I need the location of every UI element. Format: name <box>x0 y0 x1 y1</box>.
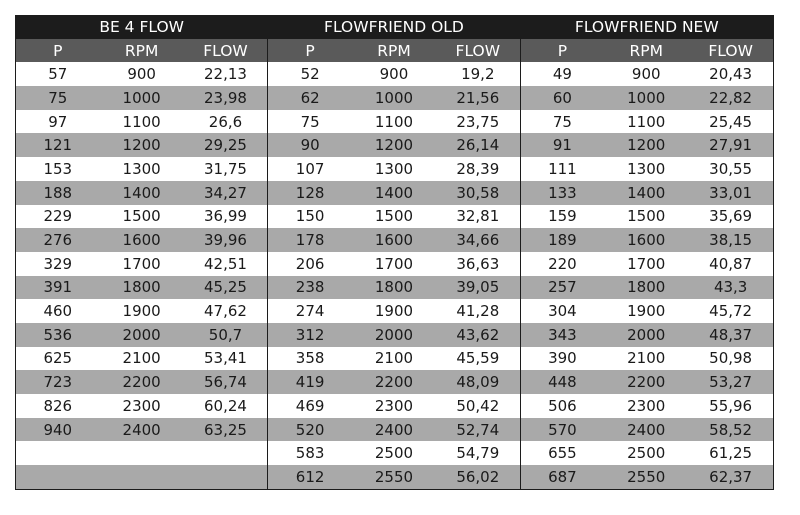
cell-p: 178 <box>268 228 352 252</box>
cell-flow: 31,75 <box>184 157 268 181</box>
cell-rpm: 2100 <box>604 347 688 371</box>
cell-p: 570 <box>520 418 604 442</box>
cell-rpm: 1400 <box>352 181 436 205</box>
cell-p: 62 <box>268 86 352 110</box>
cell-p: 128 <box>268 181 352 205</box>
cell-flow: 60,24 <box>184 394 268 418</box>
table-row <box>16 133 774 157</box>
cell-p: 238 <box>268 276 352 300</box>
cell-flow: 23,98 <box>184 86 268 110</box>
cell-rpm: 2400 <box>604 418 688 442</box>
column-header-row <box>16 39 774 63</box>
column-header-rpm: RPM <box>100 39 184 63</box>
group-title-row <box>16 15 774 39</box>
cell-flow: 53,27 <box>688 370 773 394</box>
table-row <box>16 418 774 442</box>
cell-p: 97 <box>16 110 100 134</box>
group-title-flowfriend-old: FLOWFRIEND OLD <box>268 15 520 39</box>
cell-rpm: 1800 <box>604 276 688 300</box>
table-body <box>16 62 774 489</box>
cell-p <box>16 441 100 465</box>
cell-rpm: 1300 <box>604 157 688 181</box>
column-header-flow: FLOW <box>184 39 268 63</box>
cell-rpm: 900 <box>352 62 436 86</box>
table-row <box>16 62 774 86</box>
cell-rpm: 2550 <box>352 465 436 489</box>
cell-p: 121 <box>16 133 100 157</box>
cell-p: 52 <box>268 62 352 86</box>
cell-flow: 43,62 <box>436 323 520 347</box>
cell-flow: 32,81 <box>436 205 520 229</box>
cell-p <box>16 465 100 489</box>
cell-p: 274 <box>268 299 352 323</box>
cell-rpm: 1100 <box>604 110 688 134</box>
cell-flow: 19,2 <box>436 62 520 86</box>
cell-rpm: 1200 <box>352 133 436 157</box>
cell-flow: 61,25 <box>688 441 773 465</box>
cell-rpm: 1900 <box>100 299 184 323</box>
cell-rpm <box>100 441 184 465</box>
flow-comparison-table <box>15 15 774 490</box>
cell-p: 448 <box>520 370 604 394</box>
cell-rpm: 1600 <box>352 228 436 252</box>
cell-p: 57 <box>16 62 100 86</box>
cell-flow: 45,59 <box>436 347 520 371</box>
cell-p: 276 <box>16 228 100 252</box>
cell-rpm: 2400 <box>352 418 436 442</box>
cell-p: 329 <box>16 252 100 276</box>
cell-flow: 48,09 <box>436 370 520 394</box>
cell-p: 90 <box>268 133 352 157</box>
cell-rpm: 1900 <box>352 299 436 323</box>
cell-rpm: 1800 <box>352 276 436 300</box>
cell-rpm: 1200 <box>604 133 688 157</box>
table-row <box>16 299 774 323</box>
column-header-p: P <box>16 39 100 63</box>
cell-flow: 20,43 <box>688 62 773 86</box>
table-row <box>16 394 774 418</box>
cell-flow: 56,74 <box>184 370 268 394</box>
cell-p: 304 <box>520 299 604 323</box>
cell-flow: 45,72 <box>688 299 773 323</box>
cell-rpm: 900 <box>604 62 688 86</box>
cell-p: 257 <box>520 276 604 300</box>
cell-p: 188 <box>16 181 100 205</box>
cell-flow: 25,45 <box>688 110 773 134</box>
cell-flow: 54,79 <box>436 441 520 465</box>
table-row <box>16 441 774 465</box>
cell-p: 612 <box>268 465 352 489</box>
cell-rpm: 2400 <box>100 418 184 442</box>
cell-rpm: 1400 <box>604 181 688 205</box>
cell-flow <box>184 441 268 465</box>
cell-p: 220 <box>520 252 604 276</box>
cell-rpm: 1800 <box>100 276 184 300</box>
cell-p: 419 <box>268 370 352 394</box>
cell-p: 826 <box>16 394 100 418</box>
cell-p: 75 <box>268 110 352 134</box>
cell-p: 625 <box>16 347 100 371</box>
cell-rpm: 1300 <box>100 157 184 181</box>
cell-rpm: 2100 <box>100 347 184 371</box>
cell-rpm: 1500 <box>604 205 688 229</box>
cell-p: 520 <box>268 418 352 442</box>
cell-rpm: 2200 <box>352 370 436 394</box>
cell-p: 133 <box>520 181 604 205</box>
cell-p: 460 <box>16 299 100 323</box>
cell-p: 343 <box>520 323 604 347</box>
cell-flow: 50,98 <box>688 347 773 371</box>
table-row <box>16 228 774 252</box>
cell-flow: 21,56 <box>436 86 520 110</box>
cell-flow: 33,01 <box>688 181 773 205</box>
flow-comparison-table-container <box>15 15 774 489</box>
cell-p: 60 <box>520 86 604 110</box>
cell-flow: 48,37 <box>688 323 773 347</box>
cell-flow: 29,25 <box>184 133 268 157</box>
table-row <box>16 370 774 394</box>
cell-p: 107 <box>268 157 352 181</box>
cell-rpm: 1700 <box>100 252 184 276</box>
cell-p: 49 <box>520 62 604 86</box>
cell-p: 150 <box>268 205 352 229</box>
cell-p: 358 <box>268 347 352 371</box>
table-row <box>16 110 774 134</box>
cell-flow: 39,96 <box>184 228 268 252</box>
table-row <box>16 323 774 347</box>
cell-flow: 43,3 <box>688 276 773 300</box>
cell-flow: 22,13 <box>184 62 268 86</box>
cell-flow: 62,37 <box>688 465 773 489</box>
cell-p: 391 <box>16 276 100 300</box>
cell-rpm: 1900 <box>604 299 688 323</box>
column-header-flow: FLOW <box>436 39 520 63</box>
table-row <box>16 86 774 110</box>
cell-rpm: 1500 <box>352 205 436 229</box>
cell-rpm: 2300 <box>604 394 688 418</box>
cell-p: 312 <box>268 323 352 347</box>
column-header-flow: FLOW <box>688 39 773 63</box>
cell-flow: 28,39 <box>436 157 520 181</box>
cell-flow: 36,63 <box>436 252 520 276</box>
cell-flow: 63,25 <box>184 418 268 442</box>
cell-rpm: 1600 <box>100 228 184 252</box>
cell-rpm: 1100 <box>352 110 436 134</box>
cell-p: 75 <box>16 86 100 110</box>
cell-rpm: 1000 <box>604 86 688 110</box>
cell-rpm: 2550 <box>604 465 688 489</box>
cell-flow: 47,62 <box>184 299 268 323</box>
cell-flow: 41,28 <box>436 299 520 323</box>
cell-rpm: 900 <box>100 62 184 86</box>
cell-flow: 40,87 <box>688 252 773 276</box>
cell-rpm: 1400 <box>100 181 184 205</box>
cell-rpm: 1200 <box>100 133 184 157</box>
cell-flow: 42,51 <box>184 252 268 276</box>
table-row <box>16 181 774 205</box>
column-header-rpm: RPM <box>604 39 688 63</box>
cell-flow: 35,69 <box>688 205 773 229</box>
cell-rpm: 1700 <box>604 252 688 276</box>
cell-flow: 30,55 <box>688 157 773 181</box>
cell-flow: 23,75 <box>436 110 520 134</box>
cell-rpm: 2000 <box>352 323 436 347</box>
cell-rpm: 2000 <box>100 323 184 347</box>
cell-p: 506 <box>520 394 604 418</box>
table-row <box>16 205 774 229</box>
cell-p: 229 <box>16 205 100 229</box>
cell-rpm: 2200 <box>604 370 688 394</box>
column-header-rpm: RPM <box>352 39 436 63</box>
table-row <box>16 276 774 300</box>
table-row <box>16 157 774 181</box>
cell-flow: 26,6 <box>184 110 268 134</box>
cell-p: 940 <box>16 418 100 442</box>
cell-flow: 26,14 <box>436 133 520 157</box>
cell-p: 75 <box>520 110 604 134</box>
cell-p: 536 <box>16 323 100 347</box>
cell-p: 469 <box>268 394 352 418</box>
cell-flow: 34,27 <box>184 181 268 205</box>
cell-rpm: 1300 <box>352 157 436 181</box>
cell-flow: 56,02 <box>436 465 520 489</box>
cell-flow: 34,66 <box>436 228 520 252</box>
cell-flow: 38,15 <box>688 228 773 252</box>
cell-rpm: 1100 <box>100 110 184 134</box>
cell-p: 583 <box>268 441 352 465</box>
cell-rpm: 2100 <box>352 347 436 371</box>
table-row <box>16 465 774 489</box>
cell-flow: 30,58 <box>436 181 520 205</box>
cell-p: 111 <box>520 157 604 181</box>
cell-rpm <box>100 465 184 489</box>
cell-flow: 58,52 <box>688 418 773 442</box>
cell-flow: 22,82 <box>688 86 773 110</box>
cell-rpm: 2500 <box>604 441 688 465</box>
cell-flow: 50,7 <box>184 323 268 347</box>
cell-rpm: 1600 <box>604 228 688 252</box>
cell-rpm: 2500 <box>352 441 436 465</box>
cell-p: 655 <box>520 441 604 465</box>
cell-p: 687 <box>520 465 604 489</box>
cell-rpm: 2300 <box>100 394 184 418</box>
cell-rpm: 2000 <box>604 323 688 347</box>
cell-flow: 27,91 <box>688 133 773 157</box>
cell-rpm: 1500 <box>100 205 184 229</box>
table-row <box>16 252 774 276</box>
column-header-p: P <box>520 39 604 63</box>
cell-p: 91 <box>520 133 604 157</box>
group-title-flowfriend-new: FLOWFRIEND NEW <box>520 15 773 39</box>
cell-flow: 53,41 <box>184 347 268 371</box>
cell-rpm: 1000 <box>100 86 184 110</box>
cell-p: 723 <box>16 370 100 394</box>
cell-flow: 45,25 <box>184 276 268 300</box>
cell-flow: 52,74 <box>436 418 520 442</box>
cell-flow <box>184 465 268 489</box>
cell-p: 206 <box>268 252 352 276</box>
cell-flow: 36,99 <box>184 205 268 229</box>
cell-rpm: 2200 <box>100 370 184 394</box>
cell-p: 153 <box>16 157 100 181</box>
cell-rpm: 2300 <box>352 394 436 418</box>
cell-p: 159 <box>520 205 604 229</box>
cell-flow: 50,42 <box>436 394 520 418</box>
table-row <box>16 347 774 371</box>
cell-flow: 39,05 <box>436 276 520 300</box>
cell-p: 390 <box>520 347 604 371</box>
column-header-p: P <box>268 39 352 63</box>
group-title-be4flow: BE 4 FLOW <box>16 15 268 39</box>
cell-rpm: 1000 <box>352 86 436 110</box>
cell-p: 189 <box>520 228 604 252</box>
cell-flow: 55,96 <box>688 394 773 418</box>
cell-rpm: 1700 <box>352 252 436 276</box>
